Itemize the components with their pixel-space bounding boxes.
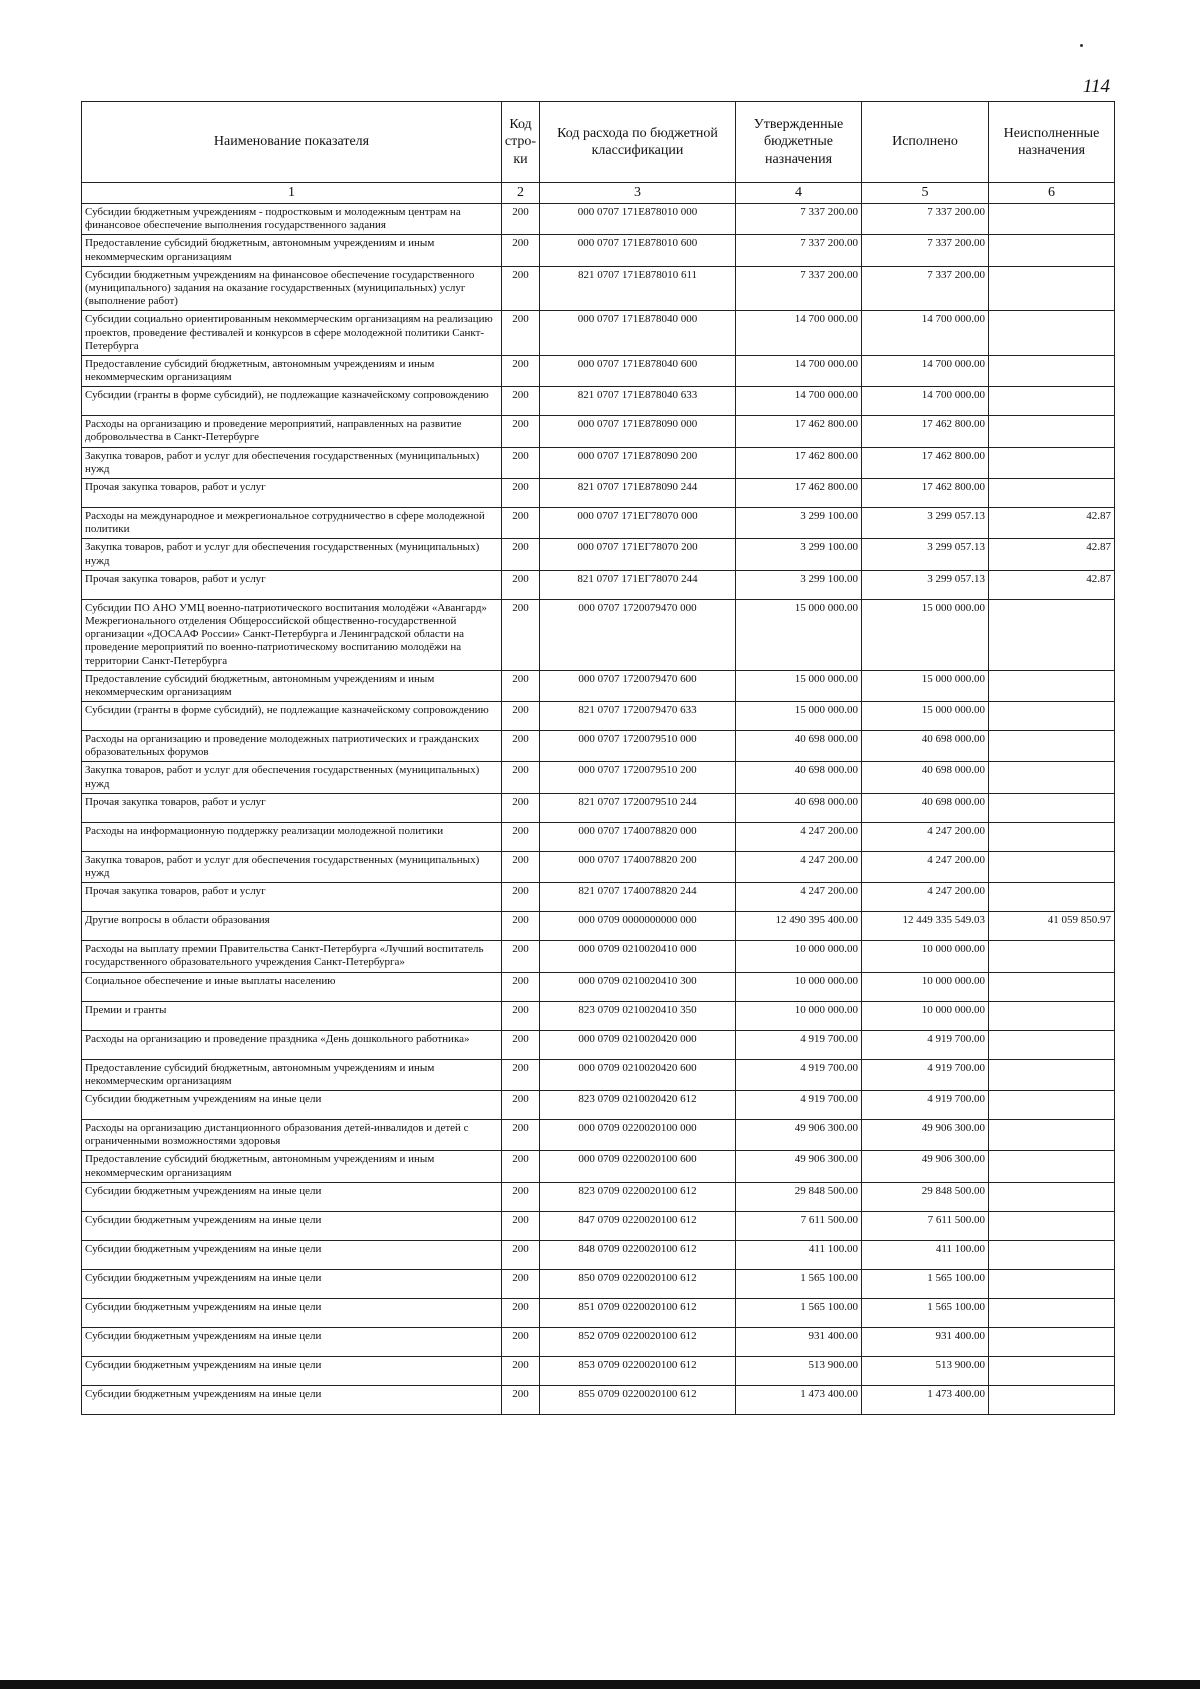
cell-expense-code: 000 0709 0210020420 600 bbox=[540, 1059, 736, 1090]
cell-unexecuted bbox=[989, 599, 1115, 670]
cell-line-code: 200 bbox=[502, 1001, 540, 1030]
cell-unexecuted bbox=[989, 479, 1115, 508]
cell-line-code: 200 bbox=[502, 1059, 540, 1090]
cell-unexecuted bbox=[989, 1240, 1115, 1269]
cell-expense-code: 000 0707 171E878010 000 bbox=[540, 204, 736, 235]
cell-executed: 17 462 800.00 bbox=[862, 447, 989, 478]
cell-executed: 14 700 000.00 bbox=[862, 311, 989, 356]
cell-executed: 14 700 000.00 bbox=[862, 355, 989, 386]
cell-line-code: 200 bbox=[502, 1240, 540, 1269]
cell-line-code: 200 bbox=[502, 972, 540, 1001]
cell-unexecuted bbox=[989, 1356, 1115, 1385]
cell-approved: 15 000 000.00 bbox=[736, 599, 862, 670]
cell-unexecuted: 42.87 bbox=[989, 508, 1115, 539]
table-row bbox=[82, 883, 1115, 912]
cell-name: Субсидии бюджетным учреждениям на иные цели bbox=[82, 1090, 502, 1119]
cell-executed: 15 000 000.00 bbox=[862, 702, 989, 731]
cell-name: Предоставление субсидий бюджетным, автономным учреждениям и иным некоммерческим организациям bbox=[82, 1059, 502, 1090]
cell-approved: 12 490 395 400.00 bbox=[736, 912, 862, 941]
table-row bbox=[82, 1356, 1115, 1385]
column-number: 2 bbox=[502, 183, 540, 204]
cell-line-code: 200 bbox=[502, 570, 540, 599]
cell-executed: 29 848 500.00 bbox=[862, 1182, 989, 1211]
header-line-code: Код стро-ки bbox=[502, 102, 540, 183]
cell-executed: 49 906 300.00 bbox=[862, 1119, 989, 1150]
column-numbers-row bbox=[82, 183, 1115, 204]
cell-line-code: 200 bbox=[502, 539, 540, 570]
page-number: 114 bbox=[1082, 76, 1110, 97]
cell-name: Прочая закупка товаров, работ и услуг bbox=[82, 883, 502, 912]
table-row bbox=[82, 941, 1115, 972]
cell-expense-code: 000 0709 0220020100 600 bbox=[540, 1151, 736, 1182]
cell-executed: 411 100.00 bbox=[862, 1240, 989, 1269]
cell-approved: 4 247 200.00 bbox=[736, 851, 862, 882]
column-number: 4 bbox=[736, 183, 862, 204]
cell-executed: 4 919 700.00 bbox=[862, 1090, 989, 1119]
cell-expense-code: 821 0707 171E878040 633 bbox=[540, 387, 736, 416]
cell-line-code: 200 bbox=[502, 941, 540, 972]
table-row bbox=[82, 1059, 1115, 1090]
cell-executed: 40 698 000.00 bbox=[862, 793, 989, 822]
cell-executed: 1 473 400.00 bbox=[862, 1385, 989, 1414]
cell-executed: 7 337 200.00 bbox=[862, 235, 989, 266]
cell-executed: 4 919 700.00 bbox=[862, 1059, 989, 1090]
cell-line-code: 200 bbox=[502, 793, 540, 822]
cell-name: Другие вопросы в области образования bbox=[82, 912, 502, 941]
cell-name: Субсидии бюджетным учреждениям на иные цели bbox=[82, 1385, 502, 1414]
table-row bbox=[82, 387, 1115, 416]
table-row bbox=[82, 972, 1115, 1001]
table-row bbox=[82, 355, 1115, 386]
cell-unexecuted: 42.87 bbox=[989, 539, 1115, 570]
table-body bbox=[82, 204, 1115, 1415]
table-row bbox=[82, 731, 1115, 762]
cell-line-code: 200 bbox=[502, 1211, 540, 1240]
cell-name: Прочая закупка товаров, работ и услуг bbox=[82, 570, 502, 599]
cell-approved: 4 247 200.00 bbox=[736, 883, 862, 912]
cell-executed: 4 919 700.00 bbox=[862, 1030, 989, 1059]
cell-line-code: 200 bbox=[502, 508, 540, 539]
header-approved: Утвержденные бюджетные назначения bbox=[736, 102, 862, 183]
cell-name: Расходы на организацию дистанционного образования детей-инвалидов и детей с ограниченными возможностями здоровья bbox=[82, 1119, 502, 1150]
table-row bbox=[82, 851, 1115, 882]
table-row bbox=[82, 1090, 1115, 1119]
budget-execution-table bbox=[81, 101, 1115, 1415]
cell-executed: 513 900.00 bbox=[862, 1356, 989, 1385]
cell-approved: 411 100.00 bbox=[736, 1240, 862, 1269]
table-row bbox=[82, 1001, 1115, 1030]
cell-name: Субсидии (гранты в форме субсидий), не подлежащие казначейскому сопровождению bbox=[82, 702, 502, 731]
cell-name: Расходы на организацию и проведение праздника «День дошкольного работника» bbox=[82, 1030, 502, 1059]
scan-bottom-edge bbox=[0, 1680, 1200, 1689]
cell-expense-code: 000 0709 0210020420 000 bbox=[540, 1030, 736, 1059]
cell-line-code: 200 bbox=[502, 1269, 540, 1298]
cell-approved: 40 698 000.00 bbox=[736, 731, 862, 762]
cell-name: Предоставление субсидий бюджетным, автономным учреждениям и иным некоммерческим организациям bbox=[82, 355, 502, 386]
cell-approved: 3 299 100.00 bbox=[736, 539, 862, 570]
cell-executed: 12 449 335 549.03 bbox=[862, 912, 989, 941]
cell-unexecuted bbox=[989, 266, 1115, 311]
cell-unexecuted bbox=[989, 762, 1115, 793]
header-name: Наименование показателя bbox=[82, 102, 502, 183]
cell-unexecuted bbox=[989, 1327, 1115, 1356]
cell-unexecuted bbox=[989, 670, 1115, 701]
cell-name: Расходы на выплату премии Правительства Санкт-Петербурга «Лучший воспитатель государственного образовательного учреждения Санкт-Петербурга» bbox=[82, 941, 502, 972]
cell-approved: 7 337 200.00 bbox=[736, 266, 862, 311]
cell-line-code: 200 bbox=[502, 387, 540, 416]
cell-approved: 10 000 000.00 bbox=[736, 972, 862, 1001]
cell-line-code: 200 bbox=[502, 311, 540, 356]
cell-name: Субсидии бюджетным учреждениям на иные цели bbox=[82, 1269, 502, 1298]
cell-executed: 1 565 100.00 bbox=[862, 1298, 989, 1327]
cell-expense-code: 000 0707 171E878090 000 bbox=[540, 416, 736, 447]
cell-approved: 7 337 200.00 bbox=[736, 235, 862, 266]
cell-unexecuted bbox=[989, 204, 1115, 235]
cell-expense-code: 823 0709 0210020420 612 bbox=[540, 1090, 736, 1119]
header-row bbox=[82, 102, 1115, 183]
cell-expense-code: 850 0709 0220020100 612 bbox=[540, 1269, 736, 1298]
table-row bbox=[82, 762, 1115, 793]
cell-line-code: 200 bbox=[502, 355, 540, 386]
cell-approved: 4 247 200.00 bbox=[736, 822, 862, 851]
cell-expense-code: 848 0709 0220020100 612 bbox=[540, 1240, 736, 1269]
column-number: 1 bbox=[82, 183, 502, 204]
cell-name: Расходы на организацию и проведение мероприятий, направленных на развитие добровольчества в Санкт-Петербурге bbox=[82, 416, 502, 447]
cell-line-code: 200 bbox=[502, 266, 540, 311]
table-row bbox=[82, 1385, 1115, 1414]
cell-executed: 10 000 000.00 bbox=[862, 941, 989, 972]
table-row bbox=[82, 599, 1115, 670]
header-unexecuted: Неисполненные назначения bbox=[989, 102, 1115, 183]
cell-line-code: 200 bbox=[502, 204, 540, 235]
cell-unexecuted bbox=[989, 883, 1115, 912]
cell-unexecuted bbox=[989, 1211, 1115, 1240]
table-row bbox=[82, 508, 1115, 539]
table-row bbox=[82, 1327, 1115, 1356]
cell-approved: 3 299 100.00 bbox=[736, 508, 862, 539]
cell-line-code: 200 bbox=[502, 1119, 540, 1150]
cell-executed: 14 700 000.00 bbox=[862, 387, 989, 416]
cell-expense-code: 000 0707 171E878090 200 bbox=[540, 447, 736, 478]
column-number: 5 bbox=[862, 183, 989, 204]
cell-unexecuted bbox=[989, 1030, 1115, 1059]
cell-executed: 40 698 000.00 bbox=[862, 762, 989, 793]
cell-approved: 4 919 700.00 bbox=[736, 1059, 862, 1090]
cell-executed: 931 400.00 bbox=[862, 1327, 989, 1356]
cell-expense-code: 000 0707 1720079510 200 bbox=[540, 762, 736, 793]
table-row bbox=[82, 479, 1115, 508]
cell-expense-code: 821 0707 1740078820 244 bbox=[540, 883, 736, 912]
cell-name: Предоставление субсидий бюджетным, автономным учреждениям и иным некоммерческим организациям bbox=[82, 670, 502, 701]
cell-name: Предоставление субсидий бюджетным, автономным учреждениям и иным некоммерческим организациям bbox=[82, 1151, 502, 1182]
table-row bbox=[82, 670, 1115, 701]
cell-unexecuted bbox=[989, 731, 1115, 762]
cell-approved: 15 000 000.00 bbox=[736, 670, 862, 701]
cell-unexecuted bbox=[989, 1090, 1115, 1119]
cell-executed: 3 299 057.13 bbox=[862, 539, 989, 570]
table-row bbox=[82, 447, 1115, 478]
cell-expense-code: 821 0707 171EГ78070 244 bbox=[540, 570, 736, 599]
cell-executed: 17 462 800.00 bbox=[862, 479, 989, 508]
cell-expense-code: 821 0707 171E878090 244 bbox=[540, 479, 736, 508]
cell-name: Субсидии бюджетным учреждениям на иные цели bbox=[82, 1211, 502, 1240]
cell-expense-code: 821 0707 1720079510 244 bbox=[540, 793, 736, 822]
cell-line-code: 200 bbox=[502, 235, 540, 266]
table-row bbox=[82, 1030, 1115, 1059]
cell-line-code: 200 bbox=[502, 883, 540, 912]
cell-name: Субсидии бюджетным учреждениям на финансовое обеспечение государственного (муниципального) задания на оказание государственных (муниципальных) услуг (выполнение работ) bbox=[82, 266, 502, 311]
cell-line-code: 200 bbox=[502, 447, 540, 478]
cell-unexecuted bbox=[989, 1001, 1115, 1030]
cell-expense-code: 852 0709 0220020100 612 bbox=[540, 1327, 736, 1356]
cell-executed: 17 462 800.00 bbox=[862, 416, 989, 447]
cell-name: Субсидии бюджетным учреждениям на иные цели bbox=[82, 1327, 502, 1356]
cell-line-code: 200 bbox=[502, 822, 540, 851]
cell-unexecuted bbox=[989, 1151, 1115, 1182]
cell-name: Расходы на информационную поддержку реализации молодежной политики bbox=[82, 822, 502, 851]
cell-executed: 49 906 300.00 bbox=[862, 1151, 989, 1182]
cell-line-code: 200 bbox=[502, 1385, 540, 1414]
header-expense-code: Код расхода по бюджетной классификации bbox=[540, 102, 736, 183]
cell-line-code: 200 bbox=[502, 762, 540, 793]
cell-expense-code: 847 0709 0220020100 612 bbox=[540, 1211, 736, 1240]
cell-approved: 1 565 100.00 bbox=[736, 1298, 862, 1327]
cell-name: Закупка товаров, работ и услуг для обеспечения государственных (муниципальных) нужд bbox=[82, 762, 502, 793]
cell-approved: 1 473 400.00 bbox=[736, 1385, 862, 1414]
cell-executed: 4 247 200.00 bbox=[862, 851, 989, 882]
cell-unexecuted bbox=[989, 416, 1115, 447]
cell-name: Закупка товаров, работ и услуг для обеспечения государственных (муниципальных) нужд bbox=[82, 851, 502, 882]
table-row bbox=[82, 266, 1115, 311]
cell-expense-code: 000 0707 171E878040 000 bbox=[540, 311, 736, 356]
cell-expense-code: 000 0707 1720079470 000 bbox=[540, 599, 736, 670]
table-row bbox=[82, 570, 1115, 599]
cell-approved: 10 000 000.00 bbox=[736, 1001, 862, 1030]
cell-approved: 931 400.00 bbox=[736, 1327, 862, 1356]
cell-unexecuted bbox=[989, 1269, 1115, 1298]
cell-name: Субсидии бюджетным учреждениям на иные цели bbox=[82, 1298, 502, 1327]
cell-name: Расходы на международное и межрегиональное сотрудничество в сфере молодежной политики bbox=[82, 508, 502, 539]
cell-approved: 17 462 800.00 bbox=[736, 416, 862, 447]
cell-name: Субсидии бюджетным учреждениям на иные цели bbox=[82, 1240, 502, 1269]
cell-line-code: 200 bbox=[502, 1182, 540, 1211]
cell-unexecuted bbox=[989, 702, 1115, 731]
cell-line-code: 200 bbox=[502, 599, 540, 670]
cell-approved: 14 700 000.00 bbox=[736, 387, 862, 416]
cell-unexecuted bbox=[989, 1059, 1115, 1090]
cell-line-code: 200 bbox=[502, 702, 540, 731]
cell-executed: 4 247 200.00 bbox=[862, 822, 989, 851]
cell-expense-code: 000 0709 0210020410 300 bbox=[540, 972, 736, 1001]
cell-line-code: 200 bbox=[502, 1030, 540, 1059]
cell-unexecuted bbox=[989, 972, 1115, 1001]
cell-unexecuted bbox=[989, 311, 1115, 356]
cell-approved: 4 919 700.00 bbox=[736, 1030, 862, 1059]
cell-approved: 3 299 100.00 bbox=[736, 570, 862, 599]
cell-approved: 1 565 100.00 bbox=[736, 1269, 862, 1298]
cell-line-code: 200 bbox=[502, 670, 540, 701]
table-row bbox=[82, 702, 1115, 731]
cell-executed: 3 299 057.13 bbox=[862, 508, 989, 539]
cell-line-code: 200 bbox=[502, 479, 540, 508]
cell-approved: 14 700 000.00 bbox=[736, 355, 862, 386]
cell-unexecuted bbox=[989, 387, 1115, 416]
table-row bbox=[82, 1240, 1115, 1269]
cell-line-code: 200 bbox=[502, 912, 540, 941]
cell-name: Субсидии социально ориентированным некоммерческим организациям на реализацию проектов, проведение фестивалей и конкурсов в сфере молодежной политики Санкт-Петербурга bbox=[82, 311, 502, 356]
cell-unexecuted bbox=[989, 447, 1115, 478]
cell-line-code: 200 bbox=[502, 1151, 540, 1182]
cell-line-code: 200 bbox=[502, 851, 540, 882]
cell-approved: 7 337 200.00 bbox=[736, 204, 862, 235]
cell-unexecuted bbox=[989, 235, 1115, 266]
cell-unexecuted bbox=[989, 1119, 1115, 1150]
cell-name: Прочая закупка товаров, работ и услуг bbox=[82, 479, 502, 508]
cell-expense-code: 000 0707 1720079470 600 bbox=[540, 670, 736, 701]
cell-expense-code: 821 0707 1720079470 633 bbox=[540, 702, 736, 731]
cell-expense-code: 821 0707 171E878010 611 bbox=[540, 266, 736, 311]
cell-expense-code: 000 0709 0210020410 000 bbox=[540, 941, 736, 972]
cell-name: Субсидии бюджетным учреждениям на иные цели bbox=[82, 1356, 502, 1385]
cell-unexecuted bbox=[989, 355, 1115, 386]
table-row bbox=[82, 1182, 1115, 1211]
cell-approved: 17 462 800.00 bbox=[736, 447, 862, 478]
cell-executed: 7 337 200.00 bbox=[862, 266, 989, 311]
table-row bbox=[82, 1298, 1115, 1327]
cell-executed: 4 247 200.00 bbox=[862, 883, 989, 912]
cell-approved: 49 906 300.00 bbox=[736, 1119, 862, 1150]
cell-expense-code: 000 0707 1740078820 200 bbox=[540, 851, 736, 882]
cell-approved: 17 462 800.00 bbox=[736, 479, 862, 508]
cell-approved: 40 698 000.00 bbox=[736, 793, 862, 822]
cell-unexecuted bbox=[989, 822, 1115, 851]
cell-name: Премии и гранты bbox=[82, 1001, 502, 1030]
cell-line-code: 200 bbox=[502, 1298, 540, 1327]
cell-expense-code: 823 0709 0220020100 612 bbox=[540, 1182, 736, 1211]
cell-approved: 15 000 000.00 bbox=[736, 702, 862, 731]
table-row bbox=[82, 416, 1115, 447]
cell-line-code: 200 bbox=[502, 416, 540, 447]
cell-executed: 40 698 000.00 bbox=[862, 731, 989, 762]
cell-unexecuted bbox=[989, 1182, 1115, 1211]
cell-unexecuted bbox=[989, 1298, 1115, 1327]
cell-unexecuted bbox=[989, 1385, 1115, 1414]
column-number: 3 bbox=[540, 183, 736, 204]
cell-line-code: 200 bbox=[502, 1327, 540, 1356]
cell-approved: 14 700 000.00 bbox=[736, 311, 862, 356]
cell-expense-code: 000 0709 0220020100 000 bbox=[540, 1119, 736, 1150]
cell-expense-code: 000 0707 171EГ78070 200 bbox=[540, 539, 736, 570]
table-row bbox=[82, 1151, 1115, 1182]
cell-unexecuted bbox=[989, 941, 1115, 972]
cell-executed: 10 000 000.00 bbox=[862, 972, 989, 1001]
cell-name: Субсидии бюджетным учреждениям - подростковым и молодежным центрам на финансовое обеспечение выполнения государственного задания bbox=[82, 204, 502, 235]
cell-approved: 10 000 000.00 bbox=[736, 941, 862, 972]
cell-line-code: 200 bbox=[502, 731, 540, 762]
cell-expense-code: 855 0709 0220020100 612 bbox=[540, 1385, 736, 1414]
cell-name: Субсидии ПО АНО УМЦ военно-патриотического воспитания молодёжи «Авангард» Межрегионального отделения Общероссийской общественно-государственной организации «ДОСААФ России» Санкт-Петербурга и Ленинградской области на проведение мероприятий по военно-патриотическому воспитанию молодёжи на территории Санкт-Петербурга bbox=[82, 599, 502, 670]
cell-unexecuted: 42.87 bbox=[989, 570, 1115, 599]
table-row bbox=[82, 311, 1115, 356]
cell-approved: 29 848 500.00 bbox=[736, 1182, 862, 1211]
table-row bbox=[82, 1211, 1115, 1240]
table-row bbox=[82, 1269, 1115, 1298]
cell-unexecuted bbox=[989, 851, 1115, 882]
cell-name: Предоставление субсидий бюджетным, автономным учреждениям и иным некоммерческим организациям bbox=[82, 235, 502, 266]
cell-executed: 15 000 000.00 bbox=[862, 599, 989, 670]
cell-expense-code: 000 0707 171E878010 600 bbox=[540, 235, 736, 266]
cell-expense-code: 851 0709 0220020100 612 bbox=[540, 1298, 736, 1327]
header-executed: Исполнено bbox=[862, 102, 989, 183]
cell-approved: 49 906 300.00 bbox=[736, 1151, 862, 1182]
cell-approved: 513 900.00 bbox=[736, 1356, 862, 1385]
cell-expense-code: 000 0709 0000000000 000 bbox=[540, 912, 736, 941]
table-row bbox=[82, 539, 1115, 570]
cell-expense-code: 853 0709 0220020100 612 bbox=[540, 1356, 736, 1385]
cell-executed: 15 000 000.00 bbox=[862, 670, 989, 701]
table-row bbox=[82, 235, 1115, 266]
cell-expense-code: 000 0707 1740078820 000 bbox=[540, 822, 736, 851]
cell-expense-code: 823 0709 0210020410 350 bbox=[540, 1001, 736, 1030]
cell-line-code: 200 bbox=[502, 1090, 540, 1119]
cell-line-code: 200 bbox=[502, 1356, 540, 1385]
cell-executed: 3 299 057.13 bbox=[862, 570, 989, 599]
cell-approved: 7 611 500.00 bbox=[736, 1211, 862, 1240]
column-number: 6 bbox=[989, 183, 1115, 204]
cell-unexecuted: 41 059 850.97 bbox=[989, 912, 1115, 941]
table-row bbox=[82, 204, 1115, 235]
table-row bbox=[82, 912, 1115, 941]
cell-name: Субсидии (гранты в форме субсидий), не подлежащие казначейскому сопровождению bbox=[82, 387, 502, 416]
cell-approved: 4 919 700.00 bbox=[736, 1090, 862, 1119]
table-row bbox=[82, 1119, 1115, 1150]
cell-name: Субсидии бюджетным учреждениям на иные цели bbox=[82, 1182, 502, 1211]
cell-executed: 7 337 200.00 bbox=[862, 204, 989, 235]
cell-expense-code: 000 0707 171EГ78070 000 bbox=[540, 508, 736, 539]
cell-name: Закупка товаров, работ и услуг для обеспечения государственных (муниципальных) нужд bbox=[82, 447, 502, 478]
cell-unexecuted bbox=[989, 793, 1115, 822]
cell-name: Закупка товаров, работ и услуг для обеспечения государственных (муниципальных) нужд bbox=[82, 539, 502, 570]
cell-expense-code: 000 0707 1720079510 000 bbox=[540, 731, 736, 762]
table-row bbox=[82, 793, 1115, 822]
cell-name: Социальное обеспечение и иные выплаты населению bbox=[82, 972, 502, 1001]
cell-executed: 10 000 000.00 bbox=[862, 1001, 989, 1030]
cell-name: Прочая закупка товаров, работ и услуг bbox=[82, 793, 502, 822]
cell-approved: 40 698 000.00 bbox=[736, 762, 862, 793]
cell-executed: 7 611 500.00 bbox=[862, 1211, 989, 1240]
cell-executed: 1 565 100.00 bbox=[862, 1269, 989, 1298]
table-row bbox=[82, 822, 1115, 851]
cell-name: Расходы на организацию и проведение молодежных патриотических и гражданских образовательных форумов bbox=[82, 731, 502, 762]
scan-speck bbox=[1080, 44, 1083, 47]
cell-expense-code: 000 0707 171E878040 600 bbox=[540, 355, 736, 386]
